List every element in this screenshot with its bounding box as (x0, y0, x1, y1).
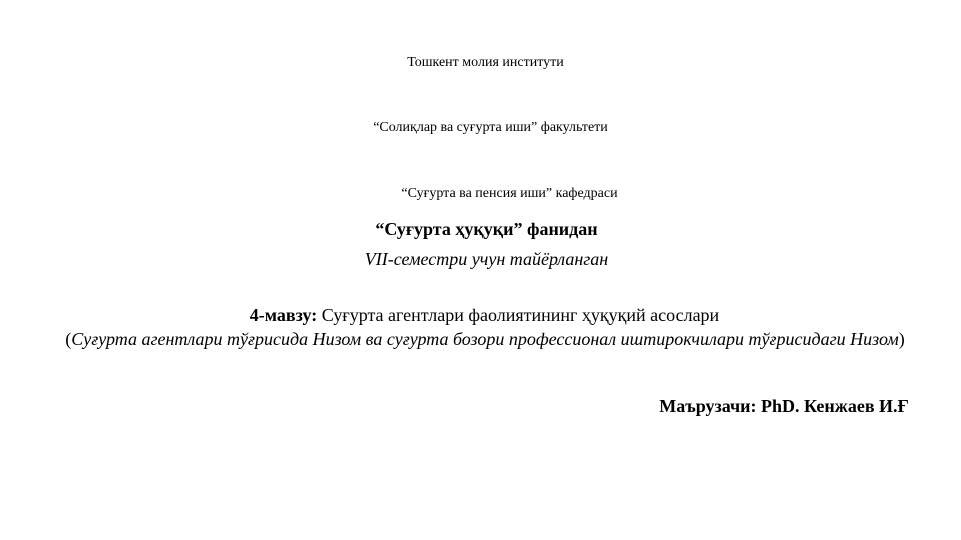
topic-heading (0, 305, 961, 326)
institute-name: Тошкент молия институти (407, 55, 564, 70)
faculty-name: “Солиқлар ва суғурта иши” факультети (373, 120, 608, 135)
department-name: “Суғурта ва пенсия иши” кафедраси (401, 186, 618, 201)
subject-title: “Суғурта ҳуқуқи” фанидан (375, 219, 598, 239)
semester-note: VII-семестри учун тайёрланган (364, 249, 609, 269)
lecturer-name: Маърузачи: PhD. Кенжаев И.Ғ (659, 396, 909, 416)
topic-note-open-paren: ( (65, 329, 72, 349)
topic-number: 4-мавзу: (249, 305, 318, 325)
topic-note-text: Суғурта агентлари тўғрисида Низом ва суғурта бозори профессионал иштирокчилари тўғрисидаги Низом (71, 329, 899, 349)
topic-title: Суғурта агентлари фаолиятининг ҳуқуқий асослари (317, 305, 720, 325)
topic-note-close-paren: ) (898, 329, 905, 349)
topic-note (60, 331, 910, 348)
